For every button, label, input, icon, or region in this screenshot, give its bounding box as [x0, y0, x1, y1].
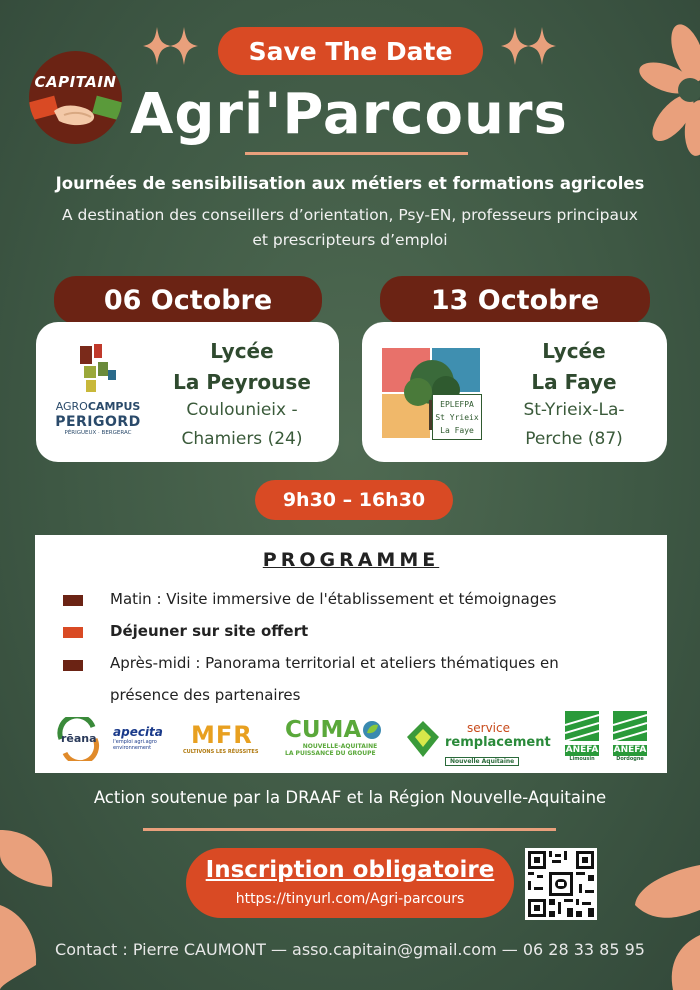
support-text: Action soutenue par la DRAAF et la Région Nouvelle-Aquitaine — [93, 788, 607, 807]
cuma-sub-1: NOUVELLE-AQUITAINE — [302, 743, 378, 750]
anefa-1-region: Limousin — [569, 756, 595, 762]
audience-line-2: et prescripteurs d’emploi — [252, 231, 448, 249]
town-1-line-2: Chamiers (24) — [181, 429, 303, 449]
reana-text: rēana — [61, 732, 97, 745]
handshake-icon — [29, 91, 122, 144]
apecita-text: apecita — [113, 725, 163, 739]
lafaye-logo-line-1: EPLEFPA — [440, 400, 474, 409]
capitain-logo — [29, 51, 122, 144]
event-card-2 — [362, 322, 667, 462]
programme-panel — [35, 535, 667, 773]
school-name-1 — [148, 336, 336, 398]
programme-item-3-line-2: présence des partenaires — [110, 686, 301, 704]
school-1-line-2: La Peyrouse — [173, 370, 311, 394]
school-name-2 — [484, 336, 664, 398]
anefa-2-region: Dordogne — [616, 756, 644, 762]
programme-item-2: Déjeuner sur site offert — [110, 622, 309, 640]
cuma-logo — [285, 717, 395, 765]
town-1-line-1: Coulounieix - — [186, 400, 298, 420]
capitain-logo-text: CAPITAIN — [34, 73, 117, 91]
service-text: service — [467, 721, 510, 735]
apecita-sub: l'emploi agri.agro environnement — [113, 739, 157, 751]
agrocampus-name: PERIGORD — [55, 414, 141, 430]
school-1-line-1: Lycée — [210, 339, 274, 363]
event-date-2: 13 Octobre — [380, 276, 650, 324]
flower-decoration — [628, 18, 700, 158]
qr-code-icon[interactable] — [525, 848, 597, 920]
programme-title: PROGRAMME — [262, 549, 440, 571]
leaf-right-top — [632, 865, 700, 930]
anefa-2-text: ANEFA — [613, 745, 647, 755]
programme-item-1: Matin : Visite immersive de l'établissement et témoignages — [110, 590, 557, 608]
remplacement-text: remplacement — [445, 735, 551, 750]
anefa-1-text: ANEFA — [565, 745, 599, 755]
title-divider — [245, 152, 468, 155]
registration-title[interactable]: Inscription obligatoire — [205, 857, 495, 883]
programme-item-3-line-1: Après-midi : Panorama territorial et ateliers thématiques en — [110, 654, 559, 672]
audience-line-1: A destination des conseillers d’orientation, Psy-EN, professeurs principaux — [62, 206, 638, 224]
town-2-line-1: St-Yrieix-La- — [523, 400, 625, 420]
audience-text — [20, 203, 680, 253]
service-remplacement-logo — [405, 719, 555, 765]
bullet-2 — [63, 627, 83, 638]
reana-logo — [53, 717, 103, 761]
headline: Journées de sensibilisation aux métiers et formations agricoles — [55, 174, 645, 193]
agrocampus-sub: PÉRIGUEUX · BERGERAC — [64, 430, 132, 436]
school-2-line-2: La Faye — [531, 370, 617, 394]
anefa-mark-icon — [565, 711, 599, 741]
apecita-logo — [113, 725, 175, 755]
contact-line: Contact : Pierre CAUMONT — asso.capitain@gmail.com — 06 28 33 85 95 — [55, 940, 645, 959]
registration-link[interactable]: https://tinyurl.com/Agri-parcours — [235, 891, 465, 907]
town-2-line-2: Perche (87) — [525, 429, 623, 449]
agrocampus-mark-icon — [48, 344, 148, 404]
agrocampus-brand-bold: CAMPUS — [87, 400, 141, 413]
cuma-leaf-icon — [361, 719, 383, 741]
lafaye-logo-line-2: St Yrieix — [435, 413, 479, 422]
service-sub: Nouvelle Aquitaine — [445, 757, 519, 766]
bullet-1 — [63, 595, 83, 606]
leaf-left-top — [0, 825, 58, 905]
school-2-line-1: Lycée — [542, 339, 606, 363]
sparkle-right-icon — [500, 25, 560, 81]
hours-badge: 9h30 – 16h30 — [255, 480, 453, 520]
mfr-logo — [183, 721, 273, 761]
bullet-3 — [63, 660, 83, 671]
anefa-mark-icon — [613, 711, 647, 741]
sparkle-left-icon — [142, 25, 202, 81]
cuma-text: CUMA — [285, 717, 362, 743]
anefa-limousin-logo — [565, 711, 599, 765]
town-2 — [484, 396, 664, 454]
mfr-text: MFR — [191, 721, 253, 749]
event-card-1 — [36, 322, 339, 462]
save-the-date-badge: Save The Date — [218, 27, 483, 75]
anefa-dordogne-logo — [613, 711, 647, 765]
lafaye-logo-line-3: La Faye — [440, 426, 474, 435]
agrocampus-brand-light: AGRO — [55, 400, 88, 413]
lafaye-logo — [382, 348, 482, 440]
mfr-sub: CULTIVONS LES RÉUSSITES — [183, 749, 259, 755]
service-remplacement-mark-icon — [405, 719, 441, 759]
cuma-sub-2: LA PUISSANCE DU GROUPE — [285, 750, 376, 757]
town-1 — [148, 396, 336, 454]
registration-badge[interactable] — [186, 848, 514, 918]
agrocampus-logo — [48, 344, 148, 439]
programme-item-3 — [110, 647, 559, 711]
support-divider — [143, 828, 556, 831]
page-title: Agri'Parcours — [130, 82, 568, 147]
event-date-1: 06 Octobre — [54, 276, 322, 324]
